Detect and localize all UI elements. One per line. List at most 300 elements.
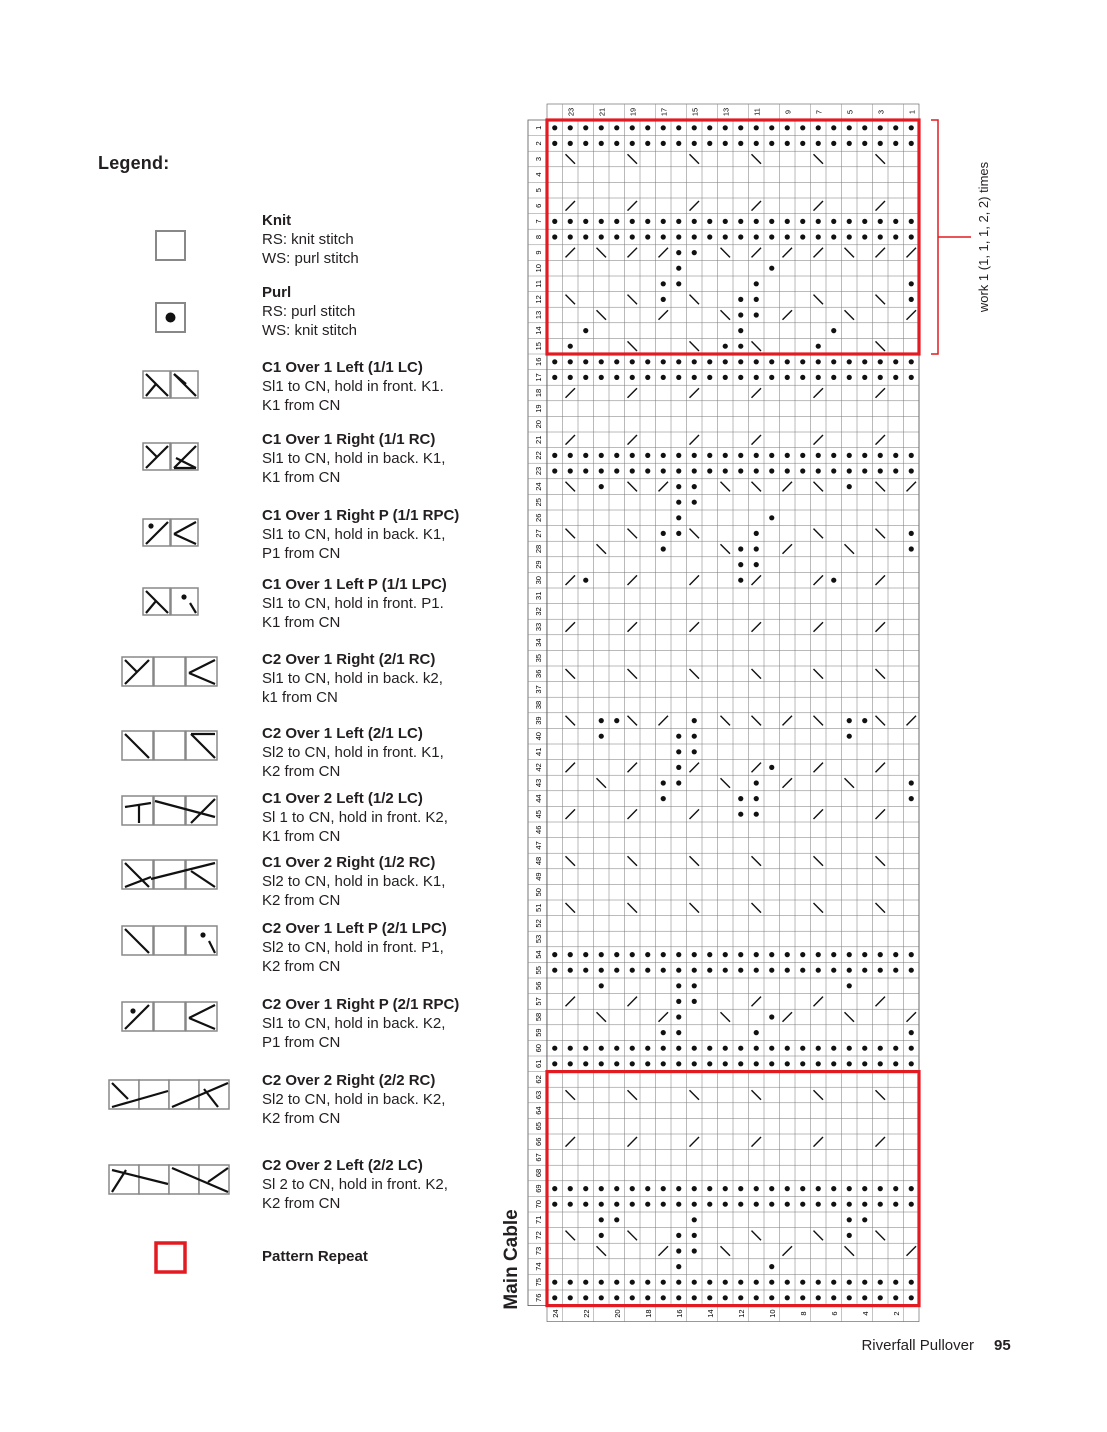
purl-stitch xyxy=(893,1046,898,1051)
purl-stitch xyxy=(661,780,666,785)
row-number: 67 xyxy=(534,1153,543,1162)
purl-stitch xyxy=(614,1280,619,1285)
purl-stitch xyxy=(645,375,650,380)
legend-text xyxy=(262,724,502,781)
purl-stitch xyxy=(707,219,712,224)
purl-stitch xyxy=(847,734,852,739)
purl-stitch xyxy=(738,359,743,364)
column-number: 18 xyxy=(643,1309,653,1318)
purl-stitch xyxy=(692,968,697,973)
purl-stitch xyxy=(645,1046,650,1051)
row-number: 25 xyxy=(534,498,543,507)
purl-stitch xyxy=(676,765,681,770)
purl-stitch xyxy=(599,1186,604,1191)
repeat-note: work 1 (1, 1, 1, 2, 2) times xyxy=(976,161,991,313)
purl-stitch xyxy=(614,141,619,146)
purl-stitch xyxy=(676,234,681,239)
purl-stitch xyxy=(661,1061,666,1066)
purl-stitch xyxy=(847,1061,852,1066)
purl-stitch xyxy=(831,1202,836,1207)
row-number: 69 xyxy=(534,1184,543,1193)
purl-stitch xyxy=(909,1202,914,1207)
purl-stitch xyxy=(769,468,774,473)
purl-symbol-icon xyxy=(155,302,187,334)
purl-stitch xyxy=(816,453,821,458)
purl-stitch xyxy=(630,219,635,224)
purl-stitch xyxy=(599,734,604,739)
legend-label: C2 Over 2 Left (2/2 LC) xyxy=(262,1157,423,1174)
purl-stitch xyxy=(800,375,805,380)
purl-stitch xyxy=(893,1280,898,1285)
purl-stitch xyxy=(847,234,852,239)
purl-stitch xyxy=(630,952,635,957)
c1l-symbol-icon xyxy=(142,370,200,400)
row-number: 30 xyxy=(534,576,543,585)
row-number: 1 xyxy=(534,125,543,130)
purl-stitch xyxy=(599,359,604,364)
purl-stitch xyxy=(862,718,867,723)
row-number: 76 xyxy=(534,1293,543,1302)
purl-stitch xyxy=(630,453,635,458)
purl-stitch xyxy=(754,468,759,473)
purl-stitch xyxy=(599,1217,604,1222)
purl-stitch xyxy=(568,1280,573,1285)
purl-stitch xyxy=(738,1295,743,1300)
purl-stitch xyxy=(676,1030,681,1035)
purl-stitch xyxy=(754,780,759,785)
legend-description: RS: purl stitch xyxy=(262,303,356,320)
purl-stitch xyxy=(552,952,557,957)
row-number: 73 xyxy=(534,1246,543,1256)
purl-stitch xyxy=(723,952,728,957)
purl-stitch xyxy=(552,219,557,224)
purl-stitch xyxy=(893,968,898,973)
purl-stitch xyxy=(723,1295,728,1300)
purl-stitch xyxy=(878,468,883,473)
legend-text xyxy=(262,283,502,340)
purl-stitch xyxy=(676,125,681,130)
purl-stitch xyxy=(831,328,836,333)
purl-stitch xyxy=(692,484,697,489)
purl-stitch xyxy=(754,375,759,380)
purl-stitch xyxy=(692,1217,697,1222)
purl-stitch xyxy=(614,1046,619,1051)
legend-description: k1 from CN xyxy=(262,689,338,706)
purl-stitch xyxy=(661,141,666,146)
purl-stitch xyxy=(661,1186,666,1191)
purl-stitch xyxy=(816,1295,821,1300)
purl-stitch xyxy=(847,1217,852,1222)
purl-stitch xyxy=(878,234,883,239)
purl-stitch xyxy=(599,718,604,723)
purl-stitch xyxy=(707,359,712,364)
legend-description: Sl1 to CN, hold in back. k2, xyxy=(262,670,443,687)
purl-stitch xyxy=(692,1295,697,1300)
legend-text xyxy=(262,853,502,910)
legend-label: C2 Over 1 Right P (2/1 RPC) xyxy=(262,996,460,1013)
purl-stitch xyxy=(568,141,573,146)
purl-stitch xyxy=(909,968,914,973)
purl-stitch xyxy=(738,297,743,302)
purl-stitch xyxy=(707,968,712,973)
purl-stitch xyxy=(707,1280,712,1285)
purl-stitch xyxy=(661,359,666,364)
purl-stitch xyxy=(754,281,759,286)
legend-label: Purl xyxy=(262,284,292,301)
purl-stitch xyxy=(893,952,898,957)
purl-stitch xyxy=(893,453,898,458)
c21lp-symbol-icon xyxy=(121,925,219,957)
row-number: 63 xyxy=(534,1090,543,1100)
purl-stitch xyxy=(862,468,867,473)
purl-stitch xyxy=(893,219,898,224)
purl-stitch xyxy=(862,1280,867,1285)
legend-label: C1 Over 1 Right P (1/1 RPC) xyxy=(262,507,460,524)
row-number: 43 xyxy=(534,778,543,788)
purl-stitch xyxy=(552,141,557,146)
purl-stitch xyxy=(738,125,743,130)
legend-description: P1 from CN xyxy=(262,545,341,562)
purl-stitch xyxy=(816,344,821,349)
purl-stitch xyxy=(630,125,635,130)
purl-stitch xyxy=(645,968,650,973)
purl-stitch xyxy=(661,281,666,286)
purl-stitch xyxy=(878,1280,883,1285)
purl-stitch xyxy=(707,952,712,957)
purl-stitch xyxy=(862,234,867,239)
purl-stitch xyxy=(552,453,557,458)
purl-stitch xyxy=(785,234,790,239)
row-number: 13 xyxy=(534,310,543,320)
purl-stitch xyxy=(692,1233,697,1238)
purl-stitch xyxy=(645,219,650,224)
purl-stitch xyxy=(645,359,650,364)
column-number: 9 xyxy=(783,109,793,115)
purl-stitch xyxy=(738,141,743,146)
row-number: 49 xyxy=(534,872,543,881)
row-number: 41 xyxy=(534,747,543,756)
purl-stitch xyxy=(645,1202,650,1207)
purl-stitch xyxy=(661,297,666,302)
legend-description: K2 from CN xyxy=(262,1195,341,1212)
purl-stitch xyxy=(800,468,805,473)
purl-stitch xyxy=(614,359,619,364)
purl-stitch xyxy=(738,1202,743,1207)
purl-stitch xyxy=(862,1217,867,1222)
purl-stitch xyxy=(630,468,635,473)
row-number: 53 xyxy=(534,934,543,944)
purl-stitch xyxy=(692,1248,697,1253)
purl-stitch xyxy=(661,125,666,130)
purl-stitch xyxy=(785,375,790,380)
purl-stitch xyxy=(909,468,914,473)
purl-stitch xyxy=(599,375,604,380)
purl-stitch xyxy=(816,952,821,957)
purl-stitch xyxy=(676,1046,681,1051)
purl-stitch xyxy=(552,1202,557,1207)
purl-stitch xyxy=(630,1202,635,1207)
purl-stitch xyxy=(831,1280,836,1285)
purl-stitch xyxy=(769,765,774,770)
purl-stitch xyxy=(692,1280,697,1285)
purl-stitch xyxy=(583,1046,588,1051)
column-number: 1 xyxy=(907,109,917,115)
purl-stitch xyxy=(676,1186,681,1191)
purl-stitch xyxy=(831,1186,836,1191)
purl-stitch xyxy=(754,812,759,817)
legend-label: C2 Over 1 Right (2/1 RC) xyxy=(262,651,436,668)
purl-stitch xyxy=(738,1061,743,1066)
purl-stitch xyxy=(847,1295,852,1300)
purl-stitch xyxy=(707,468,712,473)
c22l-symbol-icon xyxy=(108,1164,232,1196)
purl-stitch xyxy=(785,453,790,458)
purl-stitch xyxy=(769,219,774,224)
legend-label: C1 Over 1 Right (1/1 RC) xyxy=(262,431,436,448)
purl-stitch xyxy=(599,453,604,458)
purl-stitch xyxy=(568,234,573,239)
purl-stitch xyxy=(909,219,914,224)
purl-stitch xyxy=(676,968,681,973)
purl-stitch xyxy=(862,1202,867,1207)
purl-stitch xyxy=(816,359,821,364)
purl-stitch xyxy=(862,968,867,973)
column-number: 21 xyxy=(597,107,607,117)
purl-stitch xyxy=(862,219,867,224)
purl-stitch xyxy=(692,219,697,224)
purl-stitch xyxy=(816,1061,821,1066)
purl-stitch xyxy=(568,968,573,973)
purl-stitch xyxy=(645,453,650,458)
purl-stitch xyxy=(583,578,588,583)
column-number: 12 xyxy=(736,1309,746,1318)
purl-stitch xyxy=(645,1186,650,1191)
row-number: 74 xyxy=(534,1262,543,1271)
purl-stitch xyxy=(676,780,681,785)
purl-stitch xyxy=(552,234,557,239)
purl-stitch xyxy=(692,375,697,380)
purl-stitch xyxy=(909,796,914,801)
legend-description: WS: purl stitch xyxy=(262,250,359,267)
purl-stitch xyxy=(630,1280,635,1285)
purl-stitch xyxy=(769,1264,774,1269)
purl-stitch xyxy=(614,718,619,723)
purl-stitch xyxy=(645,141,650,146)
row-number: 16 xyxy=(534,357,543,366)
purl-stitch xyxy=(893,141,898,146)
legend-text xyxy=(262,211,502,268)
purl-stitch xyxy=(692,983,697,988)
legend-description: RS: knit stitch xyxy=(262,231,354,248)
purl-stitch xyxy=(878,1202,883,1207)
purl-stitch xyxy=(738,968,743,973)
purl-stitch xyxy=(816,125,821,130)
c21r-symbol-icon xyxy=(121,656,219,688)
legend-label: C1 Over 2 Left (1/2 LC) xyxy=(262,790,423,807)
purl-stitch xyxy=(599,952,604,957)
purl-stitch xyxy=(707,375,712,380)
purl-stitch xyxy=(645,1280,650,1285)
row-number: 44 xyxy=(534,794,543,803)
purl-stitch xyxy=(878,968,883,973)
purl-stitch xyxy=(676,1233,681,1238)
purl-stitch xyxy=(723,1202,728,1207)
chart-svg xyxy=(500,95,991,1335)
purl-stitch xyxy=(692,141,697,146)
c1rp-symbol-icon xyxy=(142,518,200,548)
purl-stitch xyxy=(785,1061,790,1066)
purl-stitch xyxy=(599,219,604,224)
purl-stitch xyxy=(893,468,898,473)
purl-stitch xyxy=(614,952,619,957)
row-number: 28 xyxy=(534,544,543,554)
purl-stitch xyxy=(723,1061,728,1066)
purl-stitch xyxy=(676,1280,681,1285)
row-number: 34 xyxy=(534,638,543,647)
purl-stitch xyxy=(800,141,805,146)
row-number: 32 xyxy=(534,607,543,616)
purl-stitch xyxy=(754,546,759,551)
purl-stitch xyxy=(909,375,914,380)
legend-description: K2 from CN xyxy=(262,892,341,909)
purl-stitch xyxy=(614,1186,619,1191)
purl-stitch xyxy=(769,1186,774,1191)
legend-description: K1 from CN xyxy=(262,469,341,486)
purl-stitch xyxy=(878,375,883,380)
main-cable-chart xyxy=(500,95,991,1335)
legend-label: C2 Over 1 Left P (2/1 LPC) xyxy=(262,920,447,937)
purl-stitch xyxy=(583,219,588,224)
purl-stitch xyxy=(862,453,867,458)
purl-stitch xyxy=(878,1186,883,1191)
purl-stitch xyxy=(568,1186,573,1191)
purl-stitch xyxy=(831,219,836,224)
row-number: 24 xyxy=(534,482,543,491)
purl-stitch xyxy=(909,281,914,286)
purl-stitch xyxy=(785,1295,790,1300)
purl-stitch xyxy=(909,1295,914,1300)
column-number: 20 xyxy=(612,1309,622,1318)
row-number: 27 xyxy=(534,529,543,538)
purl-stitch xyxy=(614,468,619,473)
purl-stitch xyxy=(599,234,604,239)
purl-stitch xyxy=(583,328,588,333)
purl-stitch xyxy=(754,1030,759,1035)
purl-stitch xyxy=(738,1280,743,1285)
purl-stitch xyxy=(707,1202,712,1207)
purl-stitch xyxy=(676,1295,681,1300)
purl-stitch xyxy=(661,1295,666,1300)
legend-description: K2 from CN xyxy=(262,958,341,975)
purl-stitch xyxy=(614,453,619,458)
row-number: 37 xyxy=(534,685,543,694)
purl-stitch xyxy=(676,1248,681,1253)
purl-stitch xyxy=(893,1202,898,1207)
purl-stitch xyxy=(568,344,573,349)
purl-stitch xyxy=(862,1295,867,1300)
purl-stitch xyxy=(583,1202,588,1207)
legend-description: Sl 1 to CN, hold in front. K2, xyxy=(262,809,448,826)
purl-stitch xyxy=(723,234,728,239)
purl-stitch xyxy=(754,141,759,146)
purl-stitch xyxy=(800,359,805,364)
row-number: 71 xyxy=(534,1215,543,1224)
purl-stitch xyxy=(909,1280,914,1285)
row-number: 75 xyxy=(534,1278,543,1287)
purl-stitch xyxy=(723,453,728,458)
purl-stitch xyxy=(847,125,852,130)
purl-stitch xyxy=(862,125,867,130)
purl-stitch xyxy=(831,952,836,957)
legend-title: Legend: xyxy=(98,153,170,173)
purl-stitch xyxy=(738,546,743,551)
row-number: 54 xyxy=(534,950,543,959)
purl-stitch xyxy=(661,531,666,536)
purl-stitch xyxy=(847,1186,852,1191)
legend-description: K1 from CN xyxy=(262,828,341,845)
c21rp-symbol-icon xyxy=(121,1001,219,1033)
purl-stitch xyxy=(816,968,821,973)
purl-stitch xyxy=(630,1186,635,1191)
legend-text xyxy=(262,650,502,707)
purl-stitch xyxy=(909,141,914,146)
page-number: 95 xyxy=(994,1337,1011,1354)
purl-stitch xyxy=(661,453,666,458)
purl-stitch xyxy=(676,359,681,364)
purl-stitch xyxy=(568,952,573,957)
purl-stitch xyxy=(847,484,852,489)
purl-stitch xyxy=(909,1061,914,1066)
column-number: 14 xyxy=(705,1309,715,1318)
row-number: 18 xyxy=(534,388,543,398)
row-number: 58 xyxy=(534,1012,543,1022)
row-number: 33 xyxy=(534,622,543,632)
purl-stitch xyxy=(583,141,588,146)
row-number: 68 xyxy=(534,1168,543,1178)
row-number: 20 xyxy=(534,420,543,429)
legend-description: K2 from CN xyxy=(262,1110,341,1127)
c21l-symbol-icon xyxy=(121,730,219,762)
legend-description: K1 from CN xyxy=(262,614,341,631)
purl-stitch xyxy=(630,968,635,973)
purl-stitch xyxy=(630,141,635,146)
purl-stitch xyxy=(707,1061,712,1066)
purl-stitch xyxy=(800,1186,805,1191)
purl-stitch xyxy=(723,344,728,349)
column-number: 23 xyxy=(566,107,576,117)
purl-stitch xyxy=(738,952,743,957)
row-number: 39 xyxy=(534,716,543,725)
purl-stitch xyxy=(816,1202,821,1207)
legend-text xyxy=(262,430,502,487)
purl-stitch xyxy=(754,312,759,317)
purl-stitch xyxy=(785,1186,790,1191)
purl-stitch xyxy=(707,125,712,130)
purl-stitch xyxy=(630,1061,635,1066)
purl-stitch xyxy=(800,952,805,957)
purl-stitch xyxy=(645,952,650,957)
purl-stitch xyxy=(800,219,805,224)
row-number: 3 xyxy=(534,156,543,162)
purl-stitch xyxy=(676,531,681,536)
legend-text xyxy=(262,575,502,632)
column-number: 8 xyxy=(798,1311,808,1316)
purl-stitch xyxy=(552,1295,557,1300)
purl-stitch xyxy=(645,125,650,130)
purl-stitch xyxy=(723,125,728,130)
purl-stitch xyxy=(723,968,728,973)
purl-stitch xyxy=(831,375,836,380)
